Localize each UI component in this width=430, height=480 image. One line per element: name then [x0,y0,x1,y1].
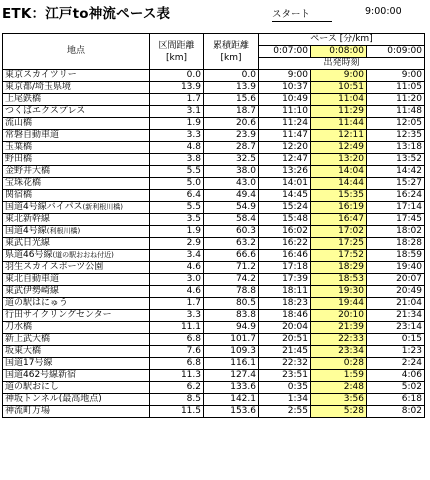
time-pace-7-cell[interactable]: 16:22 [259,238,311,250]
time-pace-8-cell[interactable]: 11:44 [311,118,367,130]
cumulative-distance-cell[interactable]: 13.9 [204,82,259,94]
table-body [3,70,425,418]
point-cell[interactable]: 新上武大橋 [3,334,150,346]
time-pace-8-cell[interactable]: 14:44 [311,178,367,190]
time-pace-8-cell[interactable]: 12:11 [311,130,367,142]
time-pace-7-cell[interactable]: 10:49 [259,94,311,106]
table-row [3,286,425,298]
point-cell[interactable]: 東北新幹線 [3,214,150,226]
cumulative-distance-cell[interactable]: 153.6 [204,406,259,418]
header-point: 地点 [3,34,150,70]
point-cell[interactable]: 県道46号線(道の駅おおね付近) [3,250,150,262]
time-pace-9-cell[interactable]: 2:24 [367,358,425,370]
time-pace-7-cell[interactable]: 16:02 [259,226,311,238]
time-pace-9-cell[interactable]: 11:48 [367,106,425,118]
table-row [3,322,425,334]
point-note: (新利根川橋) [82,203,124,211]
point-cell[interactable]: 国道462号線新宿 [3,370,150,382]
pace-7[interactable]: 0:07:00 [259,46,311,58]
time-pace-7-cell[interactable]: 11:24 [259,118,311,130]
table-row [3,118,425,130]
cumulative-distance-cell[interactable]: 28.7 [204,142,259,154]
section-distance-cell[interactable]: 3.0 [150,274,204,286]
time-pace-7-cell[interactable]: 14:45 [259,190,311,202]
table-row [3,238,425,250]
cumulative-distance-cell[interactable]: 54.9 [204,202,259,214]
time-pace-7-cell[interactable]: 11:47 [259,130,311,142]
table-row [3,334,425,346]
table-row [3,166,425,178]
time-pace-7-cell[interactable]: 18:46 [259,310,311,322]
time-pace-8-cell[interactable]: 1:59 [311,370,367,382]
time-pace-9-cell[interactable]: 9:00 [367,70,425,82]
time-pace-7-cell[interactable]: 10:37 [259,82,311,94]
pace-8[interactable]: 0:08:00 [311,46,367,58]
section-distance-cell[interactable]: 3.5 [150,214,204,226]
cumulative-distance-cell[interactable]: 60.3 [204,226,259,238]
cumulative-distance-cell[interactable]: 142.1 [204,394,259,406]
time-pace-7-cell[interactable]: 21:45 [259,346,311,358]
cumulative-distance-cell[interactable]: 116.1 [204,358,259,370]
time-pace-8-cell[interactable]: 22:33 [311,334,367,346]
point-cell[interactable]: 神坂トンネル(最高地点) [3,394,150,406]
section-distance-cell[interactable]: 3.3 [150,310,204,322]
section-distance-cell[interactable]: 1.7 [150,298,204,310]
time-pace-8-cell[interactable]: 12:49 [311,142,367,154]
cumulative-distance-cell[interactable]: 58.4 [204,214,259,226]
section-distance-cell[interactable]: 11.1 [150,322,204,334]
time-pace-8-cell[interactable]: 9:00 [311,70,367,82]
section-distance-cell[interactable]: 3.1 [150,106,204,118]
cumulative-distance-cell[interactable]: 23.9 [204,130,259,142]
cumulative-distance-cell[interactable]: 133.6 [204,382,259,394]
time-pace-9-cell[interactable]: 6:18 [367,394,425,406]
time-pace-8-cell[interactable]: 5:28 [311,406,367,418]
time-pace-9-cell[interactable]: 17:45 [367,214,425,226]
time-pace-8-cell[interactable]: 21:39 [311,322,367,334]
point-cell[interactable]: 坂東大橋 [3,346,150,358]
point-cell[interactable]: 関宿橋 [3,190,150,202]
section-distance-cell[interactable]: 4.8 [150,142,204,154]
time-pace-9-cell[interactable]: 1:23 [367,346,425,358]
time-pace-7-cell[interactable]: 2:55 [259,406,311,418]
cumulative-distance-cell[interactable]: 78.8 [204,286,259,298]
point-cell[interactable]: 行田サイクリングセンター [3,310,150,322]
time-pace-7-cell[interactable]: 0:35 [259,382,311,394]
cumulative-distance-cell[interactable]: 43.0 [204,178,259,190]
point-cell[interactable]: 道の駅おにし [3,382,150,394]
cumulative-distance-cell[interactable]: 109.3 [204,346,259,358]
point-cell[interactable]: 玉葉橋 [3,142,150,154]
table-row [3,262,425,274]
time-pace-7-cell[interactable]: 12:47 [259,154,311,166]
point-note: (利根川橋) [46,227,81,235]
time-pace-7-cell[interactable]: 14:01 [259,178,311,190]
section-distance-cell[interactable]: 6.2 [150,382,204,394]
point-cell[interactable]: 道の駅はにゅう [3,298,150,310]
table-row [3,394,425,406]
cumulative-distance-cell[interactable]: 83.8 [204,310,259,322]
table-row [3,82,425,94]
time-pace-9-cell[interactable]: 18:59 [367,250,425,262]
time-pace-7-cell[interactable]: 20:04 [259,322,311,334]
section-distance-cell[interactable]: 3.8 [150,154,204,166]
section-distance-cell[interactable]: 2.9 [150,238,204,250]
table-row [3,106,425,118]
time-pace-8-cell[interactable]: 18:29 [311,262,367,274]
point-cell[interactable]: 東武伊勢崎線 [3,286,150,298]
section-distance-cell[interactable]: 1.9 [150,118,204,130]
time-pace-9-cell[interactable]: 17:14 [367,202,425,214]
header-section-distance: 区間距離 [km] [150,34,204,70]
time-pace-9-cell[interactable]: 0:15 [367,334,425,346]
sheet-title: ETK：江戸to神流ペース表 [2,6,171,22]
cumulative-distance-cell[interactable]: 101.7 [204,334,259,346]
point-cell[interactable]: 神流町万場 [3,406,150,418]
point-cell[interactable]: 宝珠花橋 [3,178,150,190]
time-pace-9-cell[interactable]: 20:07 [367,274,425,286]
time-pace-8-cell[interactable]: 17:52 [311,250,367,262]
time-pace-8-cell[interactable]: 18:53 [311,274,367,286]
cumulative-distance-cell[interactable]: 94.9 [204,322,259,334]
section-distance-cell[interactable]: 4.6 [150,262,204,274]
section-distance-cell[interactable]: 5.5 [150,202,204,214]
time-pace-7-cell[interactable]: 17:18 [259,262,311,274]
table-row [3,154,425,166]
point-cell[interactable]: 東武日光線 [3,238,150,250]
cumulative-distance-cell[interactable]: 80.5 [204,298,259,310]
point-cell[interactable]: 東北自動車道 [3,274,150,286]
time-pace-7-cell[interactable]: 22:32 [259,358,311,370]
time-pace-8-cell[interactable]: 20:10 [311,310,367,322]
table-row [3,310,425,322]
table-row [3,214,425,226]
section-distance-cell[interactable]: 8.5 [150,394,204,406]
time-pace-9-cell[interactable]: 13:52 [367,154,425,166]
time-pace-9-cell[interactable]: 4:06 [367,370,425,382]
section-distance-cell[interactable]: 0.0 [150,70,204,82]
section-distance-cell[interactable]: 13.9 [150,82,204,94]
cumulative-distance-cell[interactable]: 127.4 [204,370,259,382]
section-distance-cell[interactable]: 6.8 [150,358,204,370]
time-pace-9-cell[interactable]: 19:40 [367,262,425,274]
time-pace-8-cell[interactable]: 14:04 [311,166,367,178]
point-cell[interactable]: 常磐自動車道 [3,130,150,142]
cumulative-distance-cell[interactable]: 18.7 [204,106,259,118]
section-distance-cell[interactable]: 11.3 [150,370,204,382]
time-pace-8-cell[interactable]: 11:29 [311,106,367,118]
point-cell[interactable]: 金野井大橋 [3,166,150,178]
time-pace-8-cell[interactable]: 19:30 [311,286,367,298]
point-cell[interactable]: 東京都/埼玉県境 [3,82,150,94]
time-pace-8-cell[interactable]: 17:02 [311,226,367,238]
time-pace-8-cell[interactable]: 23:34 [311,346,367,358]
table-row [3,382,425,394]
cumulative-distance-cell[interactable]: 32.5 [204,154,259,166]
table-row [3,250,425,262]
section-distance-cell[interactable]: 5.5 [150,166,204,178]
time-pace-8-cell[interactable]: 15:35 [311,190,367,202]
header-pace: ペース [分/km] [259,34,425,46]
time-pace-7-cell[interactable]: 9:00 [259,70,311,82]
point-cell[interactable]: 国道4号線バイパス(新利根川橋) [3,202,150,214]
table-row [3,226,425,238]
time-pace-7-cell[interactable]: 13:26 [259,166,311,178]
time-pace-7-cell[interactable]: 16:46 [259,250,311,262]
sheet-header [0,0,430,26]
pace-9[interactable]: 0:09:00 [367,46,425,58]
cumulative-distance-cell[interactable]: 20.6 [204,118,259,130]
cumulative-distance-cell[interactable]: 66.6 [204,250,259,262]
point-cell[interactable]: 上尾鉄橋 [3,94,150,106]
time-pace-9-cell[interactable]: 11:20 [367,94,425,106]
point-cell[interactable]: つくばエクスプレス [3,106,150,118]
time-pace-7-cell[interactable]: 18:23 [259,298,311,310]
time-pace-8-cell[interactable]: 16:19 [311,202,367,214]
time-pace-9-cell[interactable]: 12:35 [367,130,425,142]
section-distance-cell[interactable]: 6.8 [150,334,204,346]
point-cell[interactable]: 国道17号線 [3,358,150,370]
start-label: スタート [272,6,332,22]
time-pace-9-cell[interactable]: 21:34 [367,310,425,322]
table-row [3,358,425,370]
time-pace-9-cell[interactable]: 12:05 [367,118,425,130]
time-pace-9-cell[interactable]: 8:02 [367,406,425,418]
time-pace-8-cell[interactable]: 16:47 [311,214,367,226]
point-cell[interactable]: 羽生スカイスポーツ公園 [3,262,150,274]
section-distance-cell[interactable]: 11.5 [150,406,204,418]
time-pace-9-cell[interactable]: 20:49 [367,286,425,298]
time-pace-7-cell[interactable]: 1:34 [259,394,311,406]
time-pace-8-cell[interactable]: 17:25 [311,238,367,250]
time-pace-9-cell[interactable]: 5:02 [367,382,425,394]
table-row [3,190,425,202]
time-pace-8-cell[interactable]: 13:20 [311,154,367,166]
time-pace-9-cell[interactable]: 14:42 [367,166,425,178]
section-distance-cell[interactable]: 7.6 [150,346,204,358]
header-cumulative-distance: 累積距離 [km] [204,34,259,70]
time-pace-9-cell[interactable]: 15:27 [367,178,425,190]
start-time[interactable]: 9:00:00 [365,6,402,17]
time-pace-8-cell[interactable]: 19:44 [311,298,367,310]
point-note: (道の駅おおね付近) [52,251,114,259]
header-departure: 出発時刻 [259,58,425,70]
section-distance-cell[interactable]: 6.4 [150,190,204,202]
point-cell[interactable]: 野田橋 [3,154,150,166]
time-pace-8-cell[interactable]: 10:51 [311,82,367,94]
time-pace-9-cell[interactable]: 11:05 [367,82,425,94]
time-pace-7-cell[interactable]: 11:10 [259,106,311,118]
pace-table [2,33,425,418]
cumulative-distance-cell[interactable]: 74.2 [204,274,259,286]
time-pace-7-cell[interactable]: 12:20 [259,142,311,154]
time-pace-9-cell[interactable]: 21:04 [367,298,425,310]
point-cell[interactable]: 東京スカイツリー [3,70,150,82]
time-pace-8-cell[interactable]: 2:48 [311,382,367,394]
table-row [3,274,425,286]
table-row [3,370,425,382]
time-pace-9-cell[interactable]: 18:02 [367,226,425,238]
section-distance-cell[interactable]: 3.3 [150,130,204,142]
time-pace-7-cell[interactable]: 15:24 [259,202,311,214]
time-pace-9-cell[interactable]: 23:14 [367,322,425,334]
cumulative-distance-cell[interactable]: 49.4 [204,190,259,202]
table-row [3,142,425,154]
point-cell[interactable]: 国道4号線(利根川橋) [3,226,150,238]
table-row [3,130,425,142]
time-pace-7-cell[interactable]: 18:11 [259,286,311,298]
table-row [3,346,425,358]
cumulative-distance-cell[interactable]: 63.2 [204,238,259,250]
table-row [3,70,425,82]
cumulative-distance-cell[interactable]: 71.2 [204,262,259,274]
time-pace-7-cell[interactable]: 15:48 [259,214,311,226]
time-pace-8-cell[interactable]: 11:04 [311,94,367,106]
cumulative-distance-cell[interactable]: 38.0 [204,166,259,178]
time-pace-8-cell[interactable]: 3:56 [311,394,367,406]
time-pace-8-cell[interactable]: 0:28 [311,358,367,370]
time-pace-9-cell[interactable]: 13:18 [367,142,425,154]
table-row [3,406,425,418]
point-cell[interactable]: 刀水橋 [3,322,150,334]
time-pace-7-cell[interactable]: 17:39 [259,274,311,286]
section-distance-cell[interactable]: 5.0 [150,178,204,190]
section-distance-cell[interactable]: 1.7 [150,94,204,106]
time-pace-9-cell[interactable]: 16:24 [367,190,425,202]
table-row [3,178,425,190]
table-row [3,202,425,214]
section-distance-cell[interactable]: 1.9 [150,226,204,238]
section-distance-cell[interactable]: 4.6 [150,286,204,298]
point-cell[interactable]: 流山橋 [3,118,150,130]
section-distance-cell[interactable]: 3.4 [150,250,204,262]
table-row [3,298,425,310]
cumulative-distance-cell[interactable]: 15.6 [204,94,259,106]
time-pace-7-cell[interactable]: 23:51 [259,370,311,382]
time-pace-7-cell[interactable]: 20:51 [259,334,311,346]
time-pace-9-cell[interactable]: 18:28 [367,238,425,250]
table-row [3,94,425,106]
cumulative-distance-cell[interactable]: 0.0 [204,70,259,82]
